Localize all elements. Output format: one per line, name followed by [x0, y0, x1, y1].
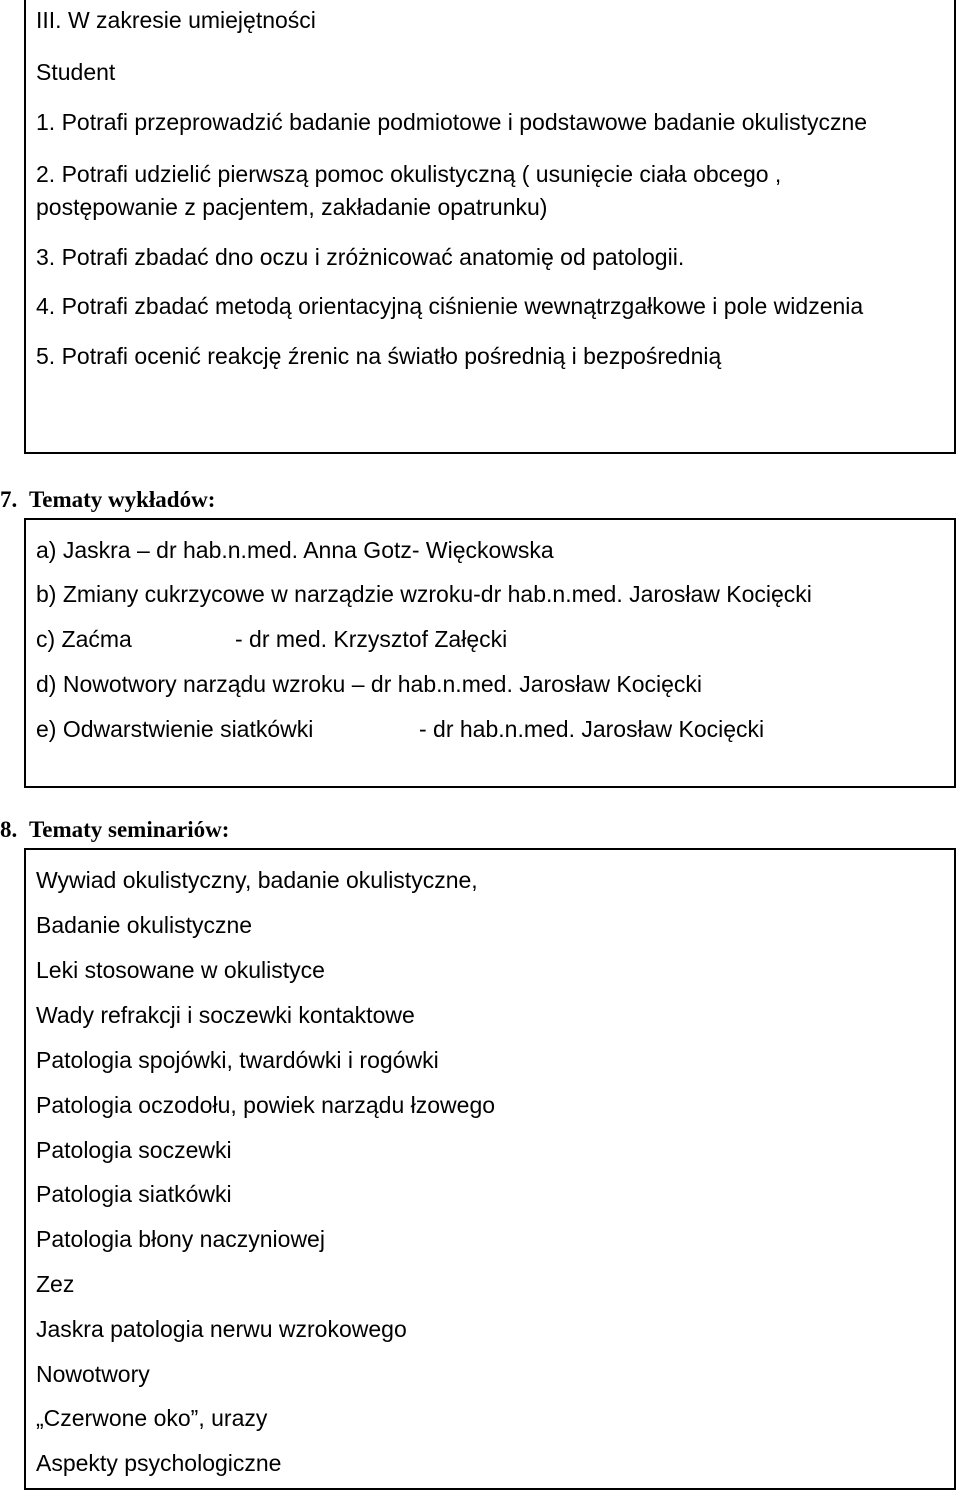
skill-item: 2. Potrafi udzielić pierwszą pomoc okulistyczną ( usunięcie ciała obcego , — [36, 161, 782, 187]
lecture-item: b) Zmiany cukrzycowe w narządzie wzroku-dr hab.n.med. Jarosław Kocięcki — [36, 581, 812, 607]
seminar-item: Leki stosowane w okulistyce — [36, 957, 325, 983]
skills-section — [24, 0, 956, 454]
skill-item: 1. Potrafi przeprowadzić badanie podmiotowe i podstawowe badanie okulistyczne — [36, 109, 868, 135]
seminar-item: Patologia siatkówki — [36, 1181, 232, 1207]
seminar-item: Zez — [36, 1271, 75, 1297]
seminar-item: Patologia oczodołu, powiek narządu łzowego — [36, 1092, 496, 1118]
seminars-title: Tematy seminariów: — [29, 817, 230, 842]
seminar-item: Patologia soczewki — [36, 1137, 232, 1163]
lectures-heading — [0, 486, 215, 514]
seminar-item: Patologia spojówki, twardówki i rogówki — [36, 1047, 439, 1073]
skill-item: 5. Potrafi ocenić reakcję źrenic na światło pośrednią i bezpośrednią — [36, 343, 722, 369]
lectures-title: Tematy wykładów: — [29, 487, 216, 512]
seminar-item: Wywiad okulistyczny, badanie okulistyczne, — [36, 867, 478, 893]
lectures-number: 7. — [0, 487, 18, 512]
lecture-item: a) Jaskra – dr hab.n.med. Anna Gotz- Więckowska — [36, 537, 554, 563]
skill-item-continuation: postępowanie z pacjentem, zakładanie opatrunku) — [36, 194, 548, 220]
skill-item: 4. Potrafi zbadać metodą orientacyjną ciśnienie wewnątrzgałkowe i pole widzenia — [36, 293, 864, 319]
seminar-item: Wady refrakcji i soczewki kontaktowe — [36, 1002, 415, 1028]
seminar-item: Jaskra patologia nerwu wzrokowego — [36, 1316, 407, 1342]
student-label: Student — [36, 59, 116, 85]
seminar-item: Badanie okulistyczne — [36, 912, 253, 938]
seminars-number: 8. — [0, 817, 18, 842]
lecture-item-lecturer: - dr med. Krzysztof Załęcki — [235, 626, 508, 652]
lecture-item-topic: e) Odwarstwienie siatkówki — [36, 716, 314, 742]
lectures-section — [24, 518, 956, 788]
seminar-item: „Czerwone oko”, urazy — [36, 1405, 268, 1431]
skill-item: 3. Potrafi zbadać dno oczu i zróżnicować anatomię od patologii. — [36, 244, 685, 270]
lecture-item: d) Nowotwory narządu wzroku – dr hab.n.med. Jarosław Kocięcki — [36, 671, 703, 697]
lecture-item-topic: c) Zaćma — [36, 626, 132, 652]
skills-heading: III. W zakresie umiejętności — [36, 7, 316, 33]
seminars-heading — [0, 816, 229, 844]
seminars-section — [24, 848, 956, 1490]
seminar-item: Nowotwory — [36, 1361, 150, 1387]
lecture-item-lecturer: - dr hab.n.med. Jarosław Kocięcki — [419, 716, 765, 742]
seminar-item: Aspekty psychologiczne — [36, 1450, 282, 1476]
seminar-item: Patologia błony naczyniowej — [36, 1226, 325, 1252]
